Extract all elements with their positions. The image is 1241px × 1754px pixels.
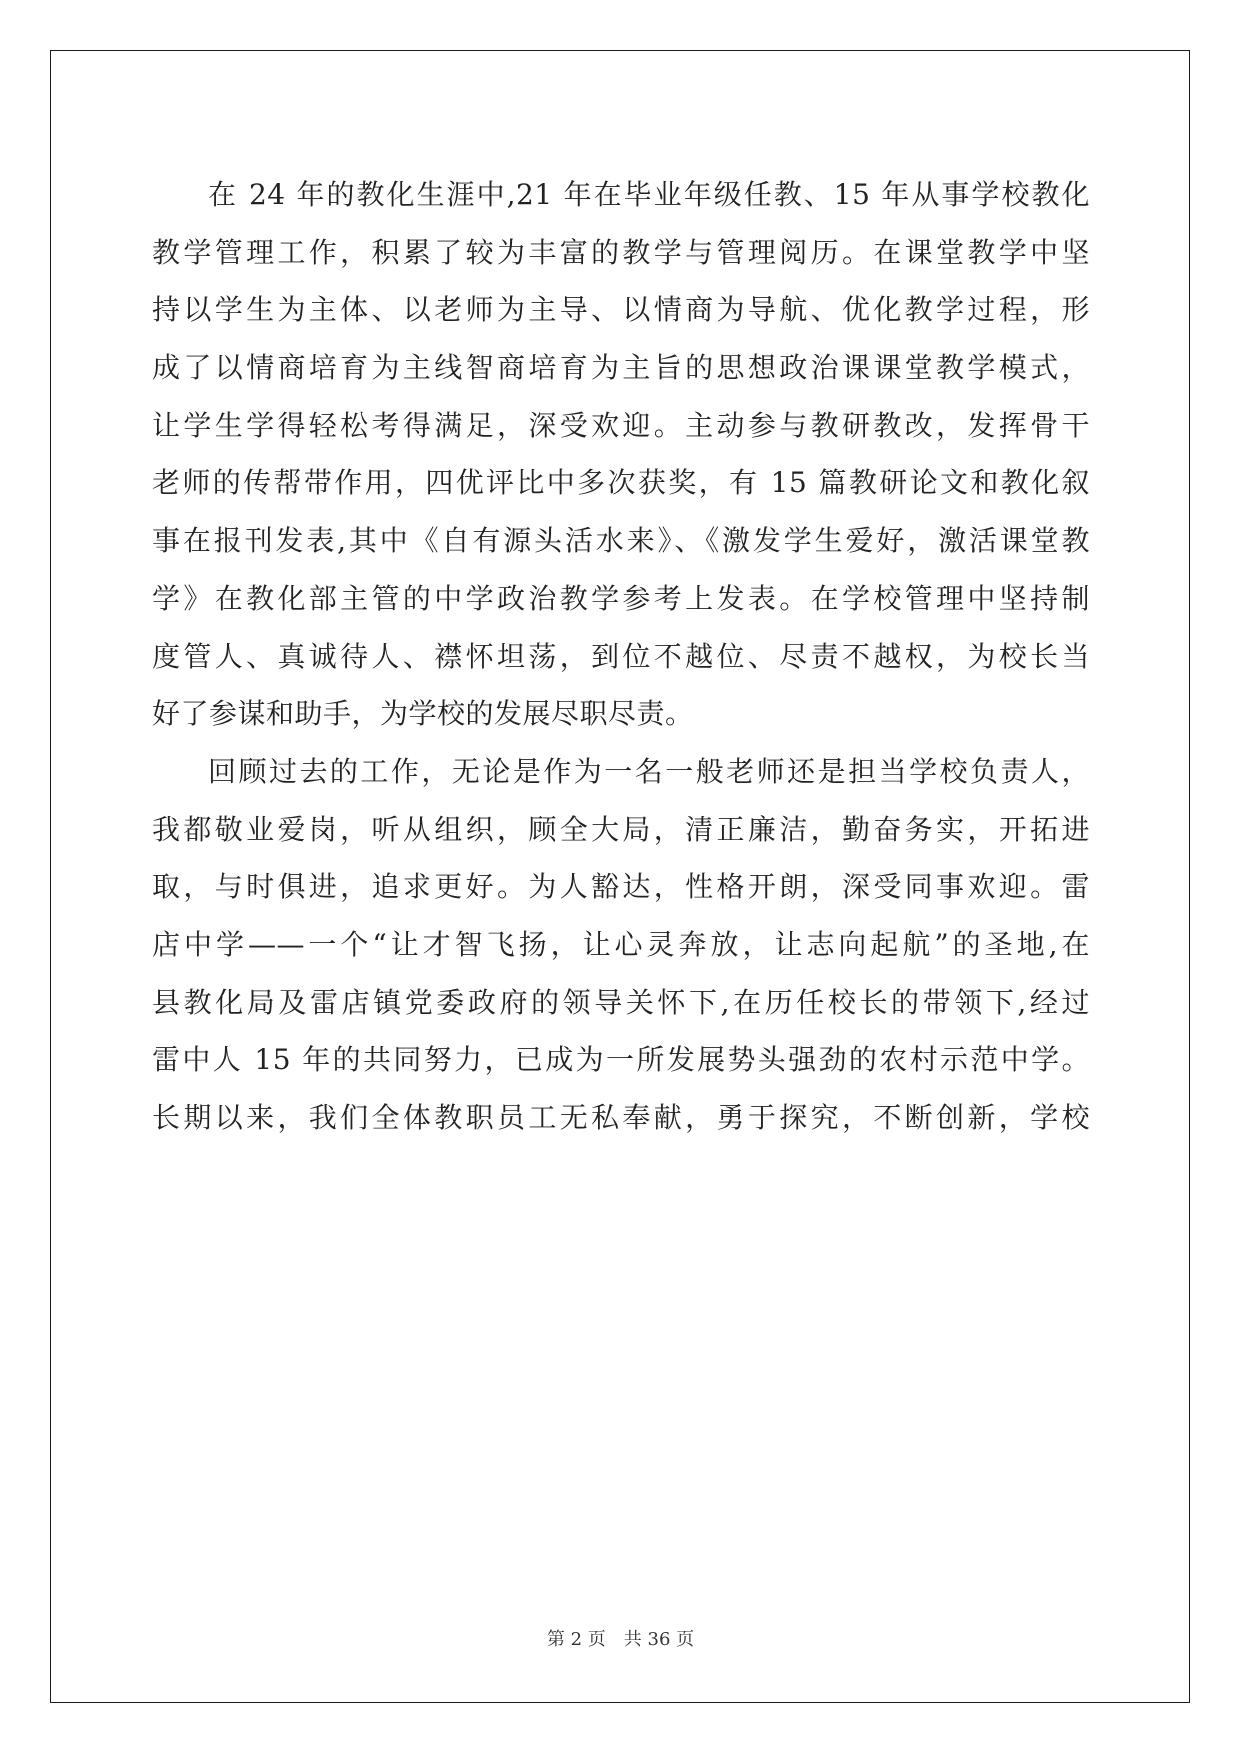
page-number: 第 2 页 (546, 1629, 606, 1650)
document-body (152, 166, 1090, 1147)
text-line: 让学生学得轻松考得满足，深受欢迎。主动参与教研教改，发挥骨干 (152, 408, 1090, 442)
text-line: 事在报刊发表,其中《自有源头活水来》、《激发学生爱好，激活课堂教 (152, 524, 1090, 558)
text-line: 店中学——一个“让才智飞扬，让心灵奔放，让志向起航”的圣地,在 (152, 927, 1090, 961)
paragraph-1 (152, 166, 1090, 743)
text-line: 成了以情商培育为主线智商培育为主旨的思想政治课课堂教学模式， (152, 351, 1090, 385)
text-line: 长期以来，我们全体教职员工无私奉献，勇于探究，不断创新，学校 (152, 1101, 1090, 1134)
page-total: 共 36 页 (623, 1629, 695, 1650)
page-footer (0, 1625, 1241, 1651)
paragraph-2 (152, 743, 1090, 1147)
text-line: 雷中人 15 年的共同努力，已成为一所发展势头强劲的农村示范中学。 (152, 1043, 1090, 1077)
text-line: 县教化局及雷店镇党委政府的领导关怀下,在历任校长的带领下,经过 (152, 985, 1090, 1019)
text-line: 教学管理工作，积累了较为丰富的教学与管理阅历。在课堂教学中坚 (152, 235, 1090, 269)
text-line: 持以学生为主体、以老师为主导、以情商为导航、优化教学过程，形 (152, 293, 1090, 327)
text-line: 取，与时俱进，追求更好。为人豁达，性格开朗，深受同事欢迎。雷 (152, 870, 1090, 904)
text-line: 我都敬业爱岗，听从组织，顾全大局，清正廉洁，勤奋务实，开拓进 (152, 812, 1090, 846)
text-line: 好了参谋和助手，为学校的发展尽职尽责。 (152, 697, 694, 731)
text-line: 回顾过去的工作，无论是作为一名一般老师还是担当学校负责人， (208, 754, 1090, 788)
text-line: 学》在教化部主管的中学政治教学参考上发表。在学校管理中坚持制 (152, 581, 1090, 615)
text-line: 度管人、真诚待人、襟怀坦荡，到位不越位、尽责不越权，为校长当 (152, 639, 1090, 673)
text-line: 老师的传帮带作用，四优评比中多次获奖，有 15 篇教研论文和教化叙 (152, 466, 1090, 500)
text-line: 在 24 年的教化生涯中,21 年在毕业年级任教、15 年从事学校教化 (208, 178, 1090, 211)
